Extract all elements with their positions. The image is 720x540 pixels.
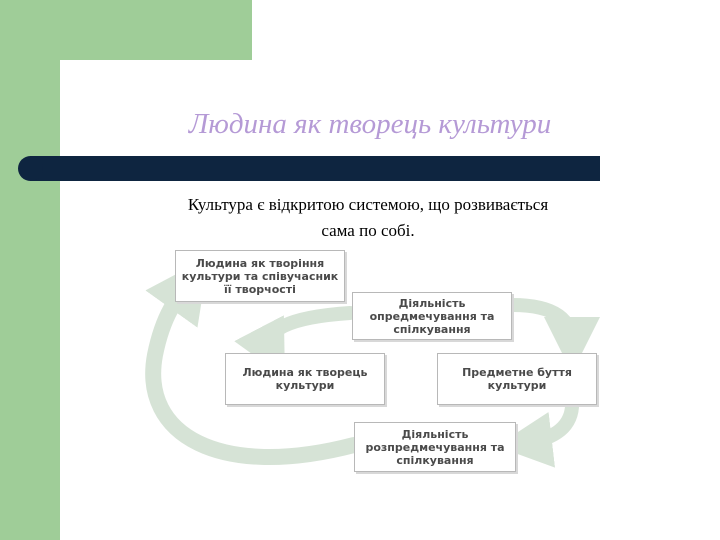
slide-subtitle bbox=[118, 192, 618, 244]
inner-cycle-arrow-right bbox=[524, 407, 572, 443]
box-person-as-creation: Людина як творіння культури та співучасник її творчості bbox=[175, 250, 345, 302]
box-person-as-creator: Людина як творець культури bbox=[225, 353, 385, 405]
slide-title: Людина як творець культури bbox=[188, 108, 552, 140]
side-panel bbox=[0, 0, 60, 540]
inner-cycle-arrow-left bbox=[269, 313, 350, 353]
box-deobjectification-activity: Діяльність розпредмечування та спілкування bbox=[354, 422, 516, 472]
top-panel bbox=[0, 0, 252, 60]
inner-cycle-arrow-top bbox=[512, 305, 572, 345]
box-objectification-activity: Діяльність опредмечування та спілкування bbox=[352, 292, 512, 340]
subtitle-line-1: Культура є відкритою системою, що розвивається bbox=[187, 195, 549, 214]
culture-cycle-diagram bbox=[140, 245, 610, 485]
box-objective-being-of-culture: Предметне буття культури bbox=[437, 353, 597, 405]
title-rule bbox=[18, 156, 600, 181]
subtitle-line-2: сама по собі. bbox=[321, 221, 415, 240]
content-corner bbox=[60, 60, 140, 140]
